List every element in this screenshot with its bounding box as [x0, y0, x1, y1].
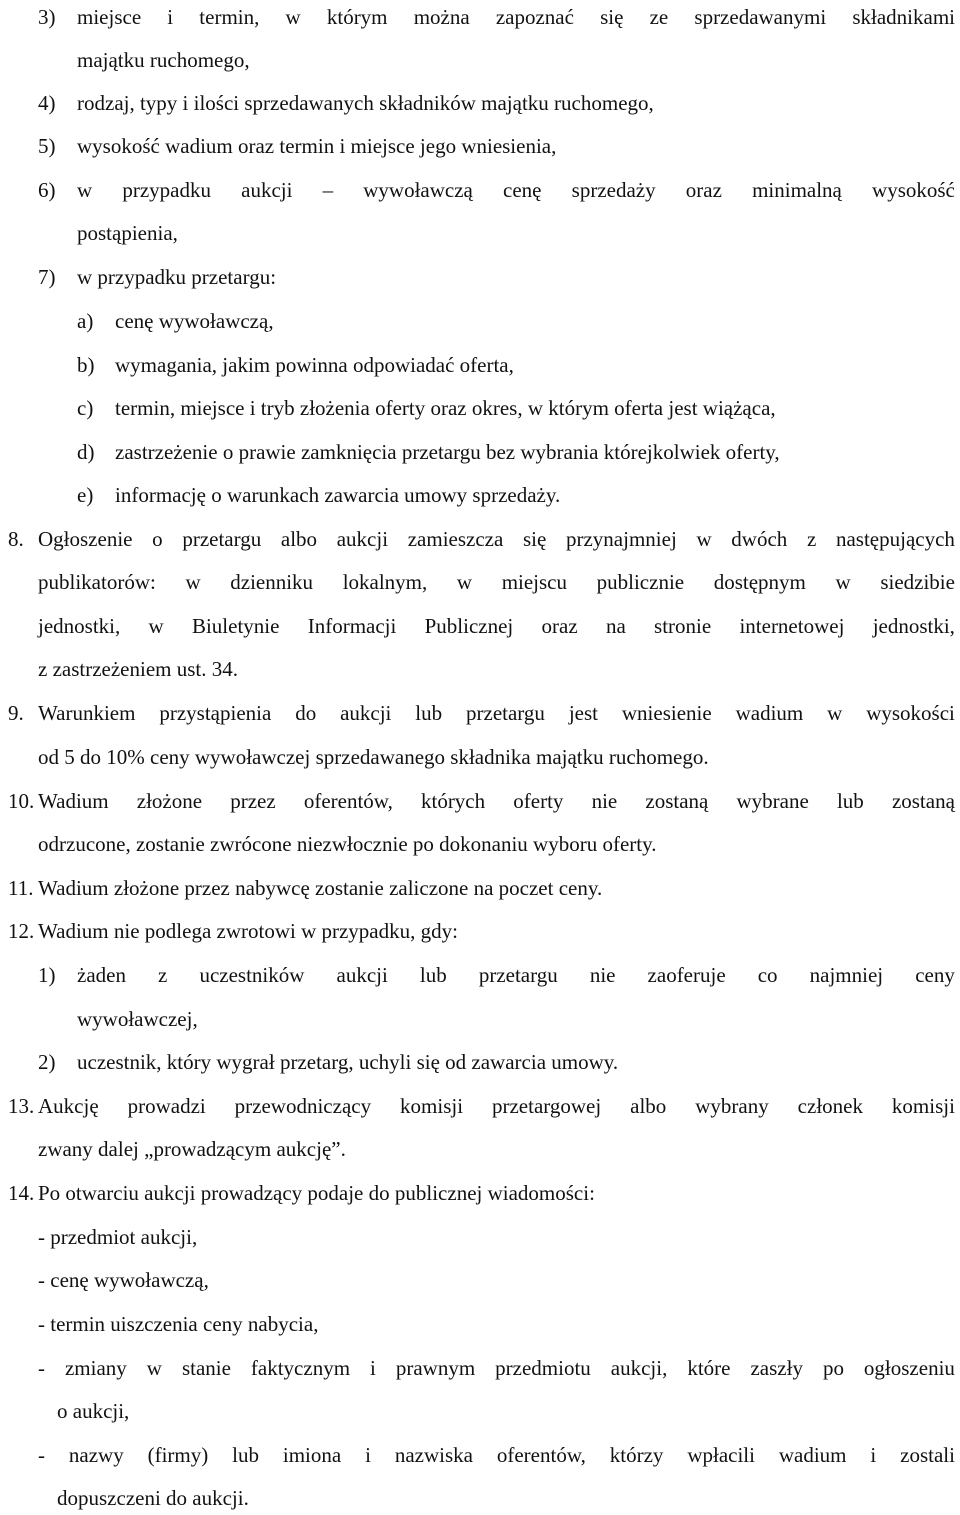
item-7c-text: termin, miejsce i tryb złożenia oferty oraz okres, w którym oferta jest wiążąca, — [115, 396, 776, 420]
paragraph-14-text: Po otwarciu aukcji prowadzący podaje do publicznej wiadomości: — [38, 1181, 595, 1205]
paragraph-8-number: 8. — [8, 527, 24, 551]
paragraph-9-line-1: Warunkiem przystąpienia do aukcji lub przetargu jest wniesienie wadium w wysokości — [38, 701, 955, 725]
paragraph-14-number: 14. — [8, 1181, 35, 1205]
item-7a-text: cenę wywoławczą, — [115, 309, 274, 333]
item-7e-text: informację o warunkach zawarcia umowy sprzedaży. — [115, 483, 561, 507]
item-7d-letter: d) — [77, 440, 95, 464]
paragraph-11-number: 11. — [8, 876, 34, 900]
item-3-line-1: miejsce i termin, w którym można zapoznać się ze sprzedawanymi składnikami — [77, 5, 955, 29]
paragraph-12-text: Wadium nie podlega zwrotowi w przypadku, gdy: — [38, 919, 458, 943]
item-5-number: 5) — [38, 134, 56, 158]
paragraph-13-line-1: Aukcję prowadzi przewodniczący komisji przetargowej albo wybrany członek komisji — [38, 1094, 955, 1118]
item-5-text: wysokość wadium oraz termin i miejsce jego wniesienia, — [77, 134, 557, 158]
item-6-number: 6) — [38, 178, 56, 202]
item-6-line-1: w przypadku aukcji – wywoławczą cenę sprzedaży oraz minimalną wysokość — [77, 178, 955, 202]
paragraph-14-dash-2: - cenę wywoławczą, — [38, 1268, 209, 1292]
paragraph-8-line-1: Ogłoszenie o przetargu albo aukcji zamieszcza się przynajmniej w dwóch z następujących — [38, 527, 955, 551]
paragraph-13-line-2: zwany dalej „prowadzącym aukcję”. — [38, 1137, 346, 1161]
paragraph-8-line-2: publikatorów: w dzienniku lokalnym, w miejscu publicznie dostępnym w siedzibie — [38, 570, 955, 594]
paragraph-12-sub-2-text: uczestnik, który wygrał przetarg, uchyli się od zawarcia umowy. — [77, 1050, 619, 1074]
paragraph-14-dash-4-line-2: o aukcji, — [57, 1399, 130, 1423]
paragraph-14-dash-5-line-2: dopuszczeni do aukcji. — [57, 1486, 249, 1510]
item-7a-letter: a) — [77, 309, 94, 333]
item-7e-letter: e) — [77, 483, 94, 507]
item-4-number: 4) — [38, 91, 56, 115]
item-7b-text: wymagania, jakim powinna odpowiadać oferta, — [115, 353, 514, 377]
item-7c-letter: c) — [77, 396, 94, 420]
item-3-number: 3) — [38, 5, 56, 29]
paragraph-13-number: 13. — [8, 1094, 35, 1118]
item-7b-letter: b) — [77, 353, 95, 377]
paragraph-12-sub-1-number: 1) — [38, 963, 56, 987]
paragraph-9-line-2: od 5 do 10% ceny wywoławczej sprzedawanego składnika majątku ruchomego. — [38, 745, 709, 769]
paragraph-11-text: Wadium złożone przez nabywcę zostanie zaliczone na poczet ceny. — [38, 876, 603, 900]
paragraph-8-line-4: z zastrzeżeniem ust. 34. — [38, 657, 238, 681]
paragraph-12-sub-1-line-1: żaden z uczestników aukcji lub przetargu nie zaoferuje co najmniej ceny — [77, 963, 955, 987]
paragraph-12-sub-1-line-2: wywoławczej, — [77, 1007, 198, 1031]
item-7-text: w przypadku przetargu: — [77, 265, 277, 289]
item-3-line-2: majątku ruchomego, — [77, 48, 250, 72]
paragraph-8-line-3: jednostki, w Biuletynie Informacji Publicznej oraz na stronie internetowej jednostki, — [38, 614, 955, 638]
paragraph-10-number: 10. — [8, 789, 35, 813]
paragraph-12-number: 12. — [8, 919, 35, 943]
item-6-line-2: postąpienia, — [77, 221, 178, 245]
paragraph-14-dash-4-line-1: - zmiany w stanie faktycznym i prawnym przedmiotu aukcji, które zaszły po ogłoszeniu — [38, 1356, 955, 1380]
item-7-number: 7) — [38, 265, 56, 289]
paragraph-14-dash-5-line-1: - nazwy (firmy) lub imiona i nazwiska oferentów, którzy wpłacili wadium i zostali — [38, 1443, 955, 1467]
paragraph-12-sub-2-number: 2) — [38, 1050, 56, 1074]
item-7d-text: zastrzeżenie o prawie zamknięcia przetargu bez wybrania którejkolwiek oferty, — [115, 440, 780, 464]
paragraph-10-line-2: odrzucone, zostanie zwrócone niezwłocznie po dokonaniu wyboru oferty. — [38, 832, 657, 856]
paragraph-14-dash-3: - termin uiszczenia ceny nabycia, — [38, 1312, 319, 1336]
item-4-text: rodzaj, typy i ilości sprzedawanych składników majątku ruchomego, — [77, 91, 654, 115]
paragraph-10-line-1: Wadium złożone przez oferentów, których oferty nie zostaną wybrane lub zostaną — [38, 789, 955, 813]
paragraph-9-number: 9. — [8, 701, 24, 725]
paragraph-14-dash-1: - przedmiot aukcji, — [38, 1225, 198, 1249]
